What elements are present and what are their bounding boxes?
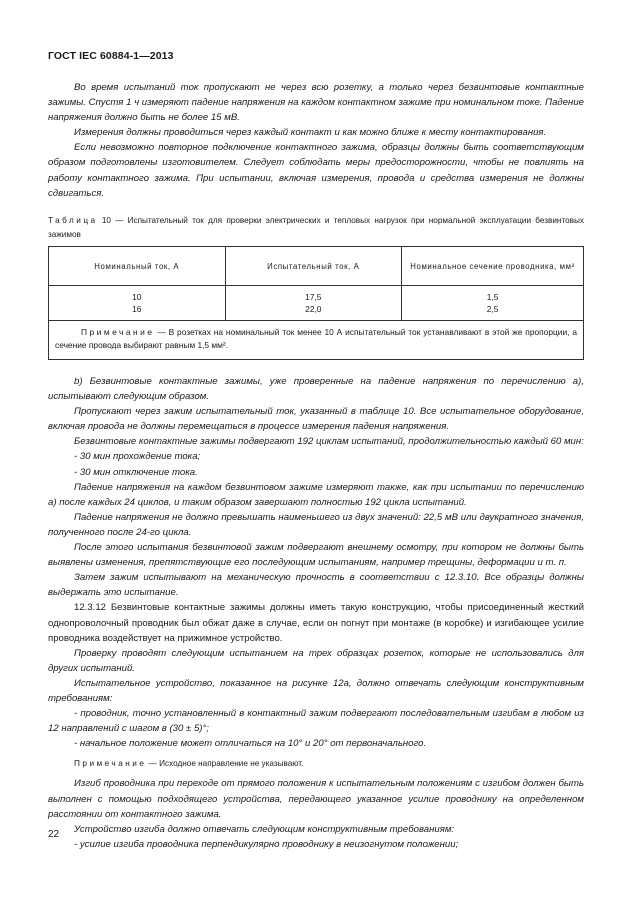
- table-header-row: [49, 247, 584, 286]
- table-cell: [49, 286, 226, 321]
- note: [48, 756, 584, 771]
- table-note-text: — В розетках на номинальный ток менее 10 А испытательный ток устанавливают в этой же пропорции, а сечение провода выбирают равным 1,5 мм².: [55, 327, 577, 350]
- table-cell-value: 17,5: [305, 291, 322, 302]
- list-item: - 30 мин прохождение тока;: [74, 451, 201, 463]
- table-cell: [225, 286, 402, 321]
- table-note-word: Примечание: [81, 327, 155, 337]
- body-section: [48, 374, 584, 852]
- table-cell: [402, 286, 584, 321]
- paragraph: Устройство изгиба должно отвечать следующим конструктивным требованиям:: [74, 823, 455, 835]
- paragraph: Пропускают через зажим испытательный ток, указанный в таблице 10. Все испытательное оборудование, включая провода не должны перемещаться в процессе измерения падения напряжения.: [48, 406, 584, 433]
- table-header-cell: Испытательный ток, А: [225, 247, 402, 286]
- page-number: 22: [48, 829, 60, 840]
- paragraph: Испытательное устройство, показанное на рисунке 12а, должно отвечать следующим конструктивным требованиям:: [48, 677, 584, 704]
- note-word: Примечание: [74, 759, 147, 769]
- paragraph: Измерения должны проводиться через каждый контакт и как можно ближе к месту контактирования.: [74, 127, 547, 139]
- document-header: ГОСТ IEC 60884-1—2013: [48, 50, 174, 62]
- list-item: - усилие изгиба проводника перпендикулярно проводнику в неизогнутом положении;: [74, 838, 459, 850]
- list-item: - 30 мин отключение тока.: [74, 466, 198, 478]
- table-header-cell: Номинальный ток, А: [49, 247, 226, 286]
- table-caption: [48, 214, 584, 242]
- paragraph: Проверку проводят следующим испытанием на трех образцах розеток, которые не использовались для других испытаний.: [48, 647, 584, 674]
- paragraph: Падение напряжения не должно превышать наименьшего из двух значений: 22,5 мВ или двукратного значения, полученного после 24-го цикла.: [48, 511, 584, 538]
- paragraph: Во время испытаний ток пропускают не через всю розетку, а только через безвинтовые контактные зажимы. Спустя 1 ч измеряют падение напряжения на каждом контактном зажиме при номинальном токе. Падение напряжения должно быть не более 15 мВ.: [48, 82, 584, 124]
- table-cell-value: 22,0: [305, 304, 322, 314]
- note-text: — Исходное направление не указывают.: [146, 759, 304, 769]
- paragraph: Изгиб проводника при переходе от прямого положения к испытательным положениям с изгибом должен быть выполнен с помощью подходящего устройства, передающего указанное усилие проводнику на определенном расстоянии от контактного зажима.: [48, 778, 584, 820]
- table-cell-value: 10: [132, 291, 142, 302]
- table-cell-value: 1,5: [486, 291, 499, 302]
- table-caption-text: 10 — Испытательный ток для проверки электрических и тепловых нагрузок при нормальной эксплуатации безвинтовых зажимов: [48, 216, 584, 239]
- paragraph: Безвинтовые контактные зажимы подвергают 192 циклам испытаний, продолжительностью каждый 60 мин:: [74, 436, 584, 448]
- list-item: - проводник, точно установленный в контактный зажим подвергают последовательным изгибам в любом из 12 направлений с шагом в (30 ± 5)°;: [48, 708, 584, 735]
- paragraph: Если невозможно повторное подключение контактного зажима, образцы должны быть соответствующим образом подготовлены изготовителем. Следует соблюдать меры предосторожности, чтобы не повлиять на работу контактного зажима. При испытании, включая измерения, провода и средства измерения не должны сдвигаться.: [48, 142, 584, 199]
- table-note-row: [49, 321, 584, 360]
- table-note: [49, 321, 584, 360]
- table-cell-value: 16: [132, 304, 142, 314]
- table-caption-word: Таблица: [48, 216, 98, 225]
- table-header-cell: Номинальное сечение проводника, мм²: [402, 247, 584, 286]
- intro-section: [48, 80, 584, 201]
- table-cell-value: 2,5: [486, 304, 499, 314]
- list-item: - начальное положение может отличаться на 10° и 20° от первоначального.: [74, 738, 427, 750]
- paragraph: Падение напряжения на каждом безвинтовом зажиме измеряют также, как при испытании по перечислению а) после каждых 24 циклов, и таким образом завершают полностью 192 цикла испытаний.: [48, 481, 584, 508]
- paragraph: Затем зажим испытывают на механическую прочность в соответствии с 12.3.10. Все образцы должны выдержать это испытание.: [48, 572, 584, 599]
- table-row: [49, 286, 584, 321]
- paragraph: b) Безвинтовые контактные зажимы, уже проверенные на падение напряжения по перечислению а), испытывают следующим образом.: [48, 376, 584, 403]
- table-10: [48, 246, 584, 360]
- paragraph: После этого испытания безвинтовой зажим подвергают внешнему осмотру, при котором не должны быть выявлены изменения, препятствующие его последующим испытаниям, например трещины, деформации и т. п.: [48, 542, 584, 569]
- clause-12-3-12: 12.3.12 Безвинтовые контактные зажимы должны иметь такую конструкцию, чтобы присоединенный жесткий однопроволочный проводник был обжат даже в случае, если он погнут при монтаже (в коробке) и изгибающее усилие проводника воздействует на прижимное устройство.: [48, 602, 584, 644]
